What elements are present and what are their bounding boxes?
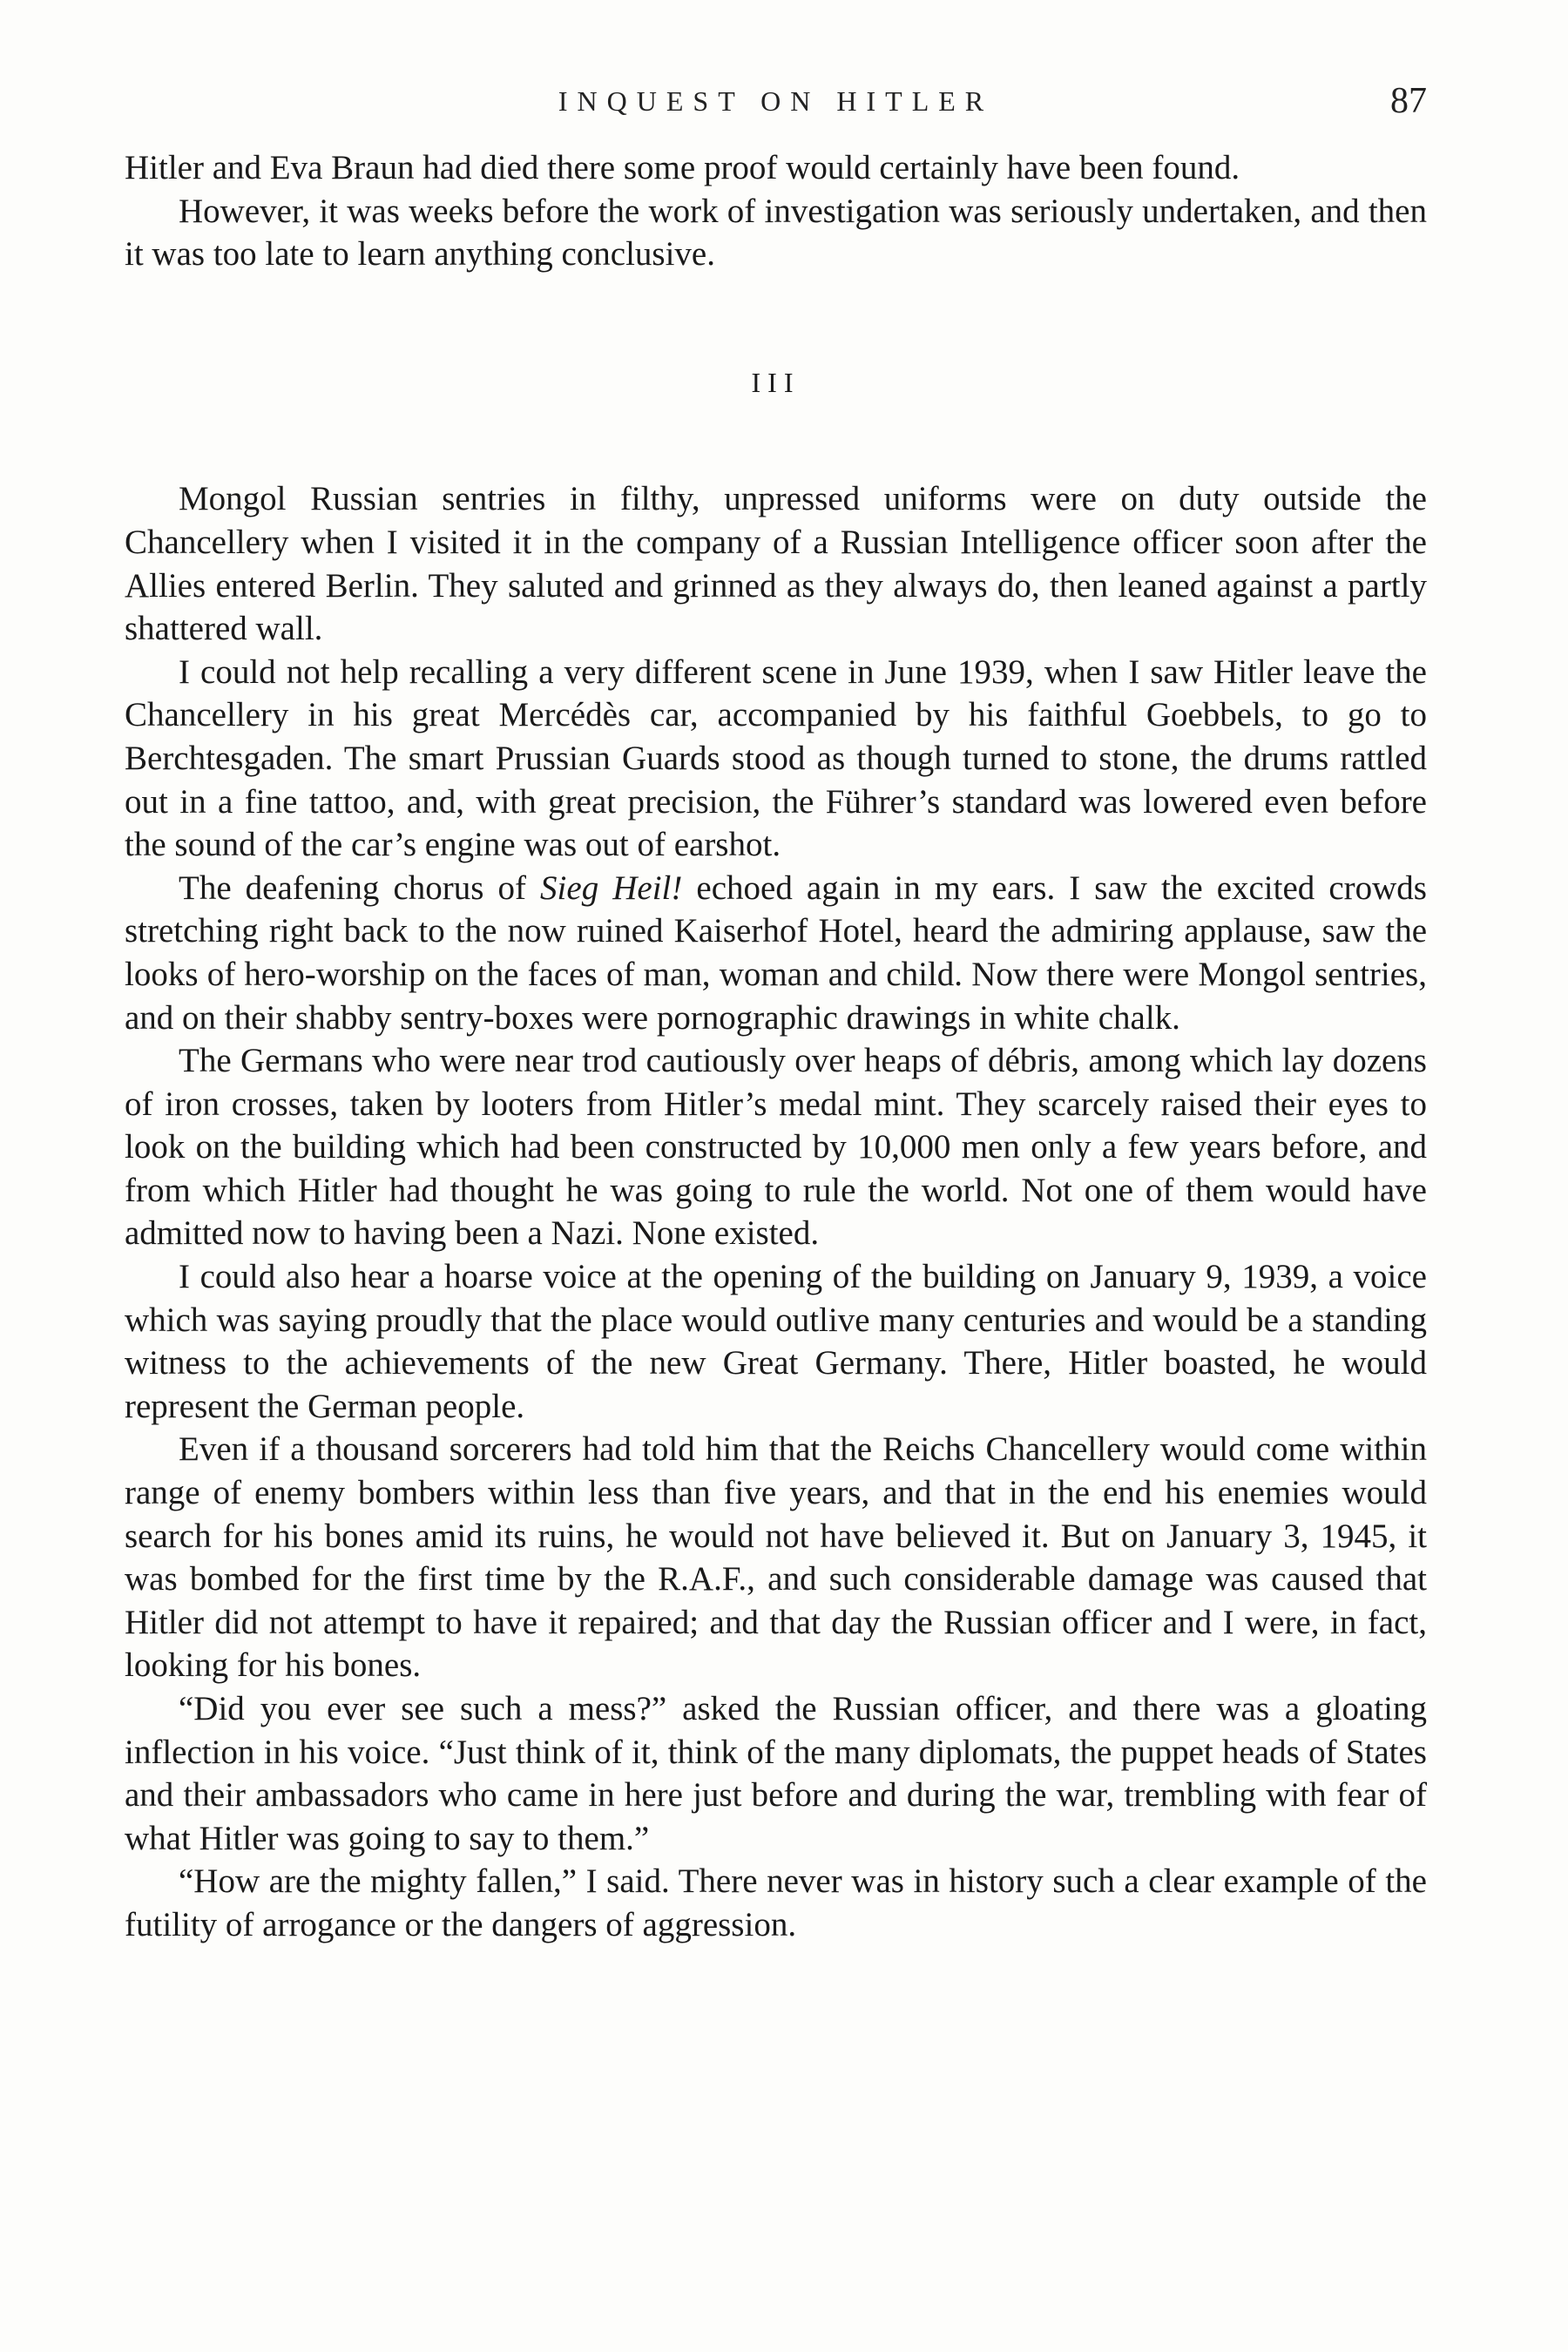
page-number: 87: [1390, 81, 1427, 121]
page-header: [125, 80, 1427, 132]
body-text: [125, 146, 1427, 1947]
paragraph: “Did you ever see such a mess?” asked the Russian officer, and there was a gloating inflection in his voice. “Just think of it, think of the many diplomats, the puppet heads of States and their ambassadors who came in here just before and during the war, trembling with fear of what Hitler was going to say to them.”: [125, 1690, 1427, 1857]
paragraph-text: echoed again in my ears. I saw the excited crowds stretching right back to the now ruined Kaiserhof Hotel, heard the admiring applause, saw the looks of hero-worship on the faces of man, woman and child. Now there were Mongol sentries, and on their shabby sentry-boxes were pornographic drawings in white chalk.: [125, 868, 1427, 1037]
paragraph: However, it was weeks before the work of investigation was seriously undertaken, and then it was too late to learn anything conclusive.: [125, 192, 1427, 274]
paragraph: Even if a thousand sorcerers had told him that the Reichs Chancellery would come within range of enemy bombers within less than five years, and that in the end his enemies would search for his bones amid its ruins, he would not have believed it. But on January 3, 1945, it was bombed for the first time by the R.A.F., and such considerable damage was caused that Hitler did not attempt to have it repaired; and that day the Russian officer and I were, in fact, looking for his bones.: [125, 1430, 1427, 1685]
running-title: INQUEST ON HITLER: [558, 85, 994, 117]
paragraph-continued: Hitler and Eva Braun had died there some proof would certainly have been found.: [125, 149, 1240, 186]
paragraph: Mongol Russian sentries in filthy, unpressed uniforms were on duty outside the Chancellery when I visited it in the company of a Russian Intelligence officer soon after the Allies entered Berlin. They saluted and grinned as they always do, then leaned against a partly shattered wall.: [125, 480, 1427, 648]
paragraph-text: The deafening chorus of: [179, 868, 541, 907]
section-heading: III: [751, 366, 801, 398]
paragraph: “How are the mighty fallen,” I said. There never was in history such a clear example of the futility of arrogance or the dangers of aggression.: [125, 1862, 1427, 1943]
paragraph: [125, 867, 1427, 1039]
paragraph: I could also hear a hoarse voice at the opening of the building on January 9, 1939, a voice which was saying proudly that the place would outlive many centuries and would be a standing witness to the achievements of the new Great Germany. There, Hitler boasted, he would represent the German people.: [125, 1258, 1427, 1425]
italic-phrase: Sieg Heil!: [540, 868, 683, 907]
paragraph: I could not help recalling a very different scene in June 1939, when I saw Hitler leave the Chancellery in his great Mercédès car, accompanied by his faithful Goebbels, to go to Berchtesgaden. The smart Prussian Guards stood as though turned to stone, the drums rattled out in a fine tattoo, and, with great precision, the Führer’s standard was lowered even before the sound of the car’s engine was out of earshot.: [125, 652, 1427, 864]
paragraph: The Germans who were near trod cautiously over heaps of débris, among which lay dozens of iron crosses, taken by looters from Hitler’s medal mint. They scarcely raised their eyes to look on the building which had been constructed by 10,000 men only a few years before, and from which Hitler had thought he was going to rule the world. Not one of them would have admitted now to having been a Nazi. None existed.: [125, 1042, 1427, 1253]
